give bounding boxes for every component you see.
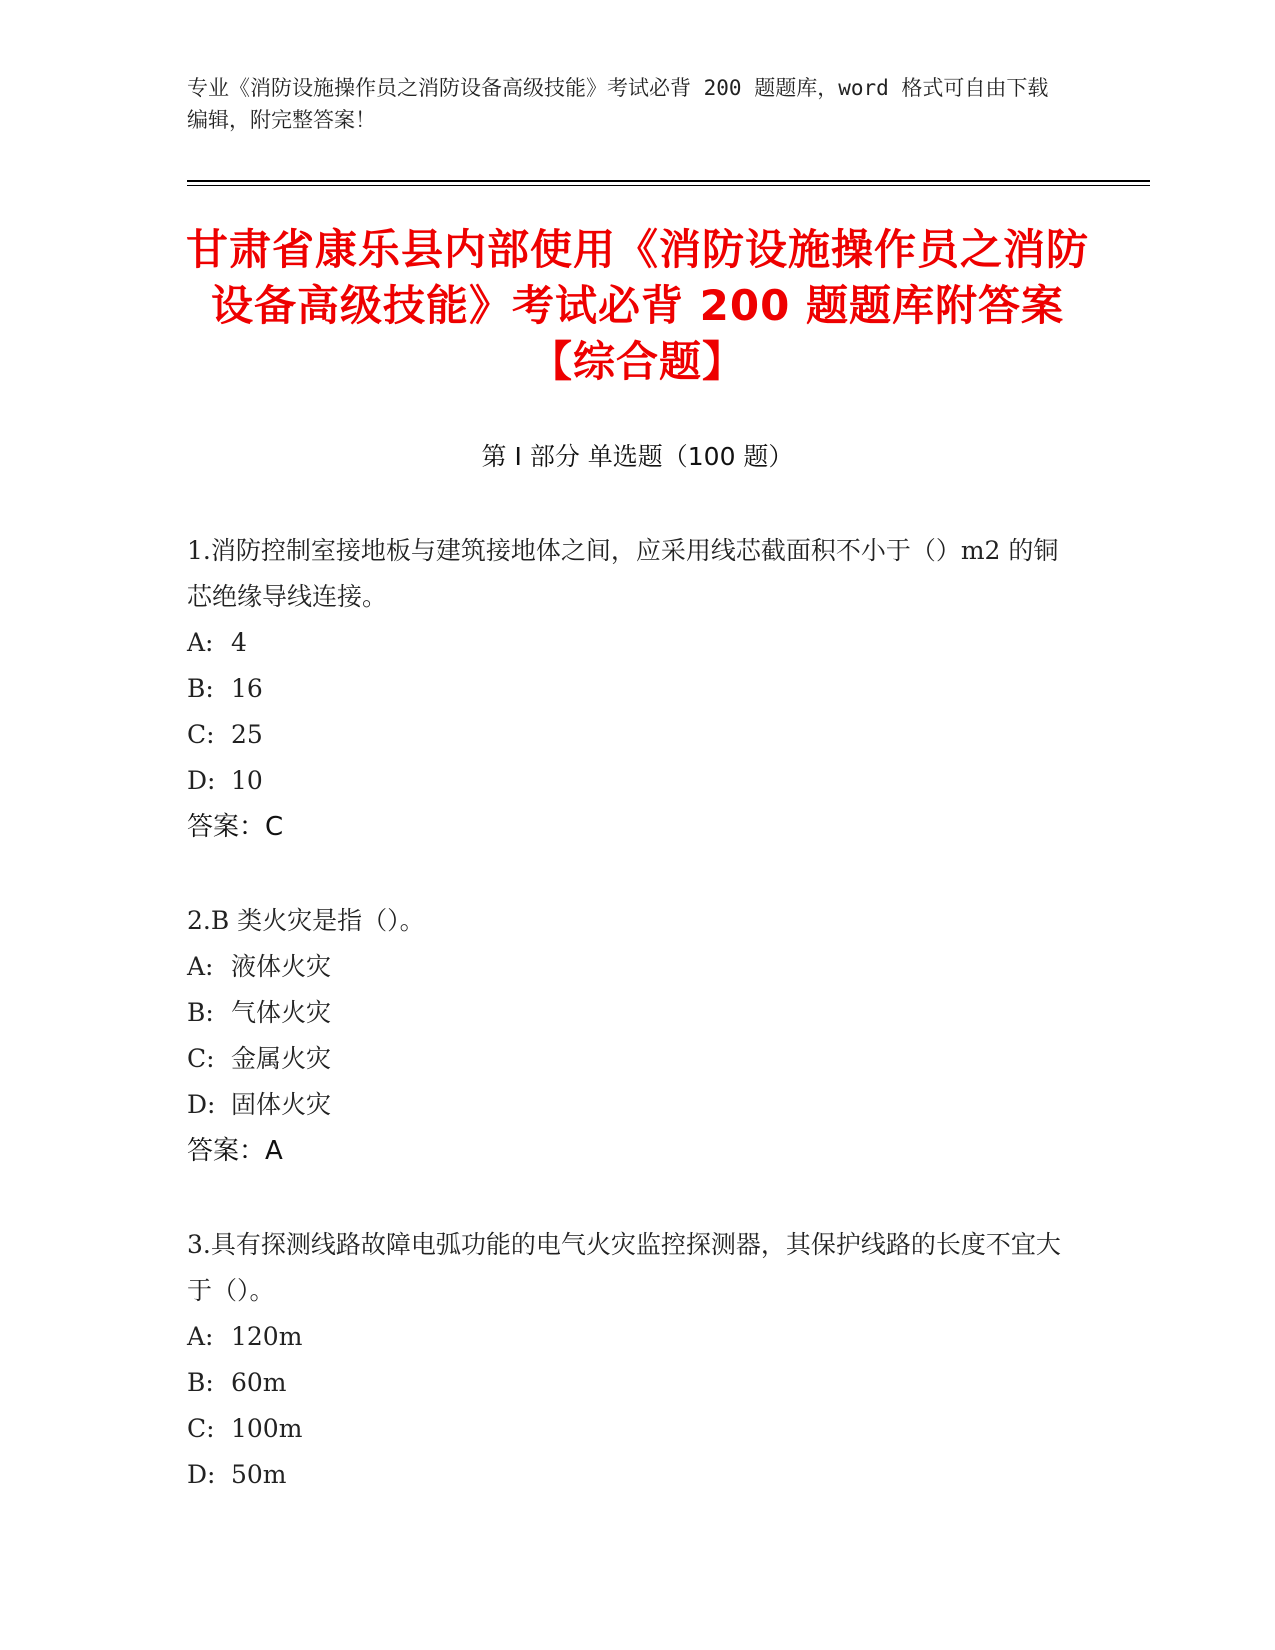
option-b <box>187 666 1067 712</box>
option-c <box>187 712 1067 758</box>
option-key: D: <box>187 766 216 795</box>
question-item <box>187 898 1067 1174</box>
option-c <box>187 1406 1067 1452</box>
question-stem: 3.具有探测线路故障电弧功能的电气火灾监控探测器，其保护线路的长度不宜大于（）。 <box>187 1230 1061 1305</box>
option-text: 10 <box>231 766 263 795</box>
option-text: 60m <box>231 1368 287 1397</box>
option-text: 120m <box>231 1322 303 1351</box>
option-key: D: <box>187 1090 216 1119</box>
question-stem: 2.B 类火灾是指（）。 <box>187 906 425 935</box>
option-text: 4 <box>231 628 247 657</box>
option-key: C: <box>187 1414 215 1443</box>
option-d <box>187 758 1067 804</box>
option-text: 金属火灾 <box>231 1044 332 1073</box>
option-a <box>187 1314 1067 1360</box>
option-key: A: <box>187 1322 214 1351</box>
question-item <box>187 1222 1067 1498</box>
option-text: 16 <box>231 674 263 703</box>
option-c <box>187 1036 1067 1082</box>
option-key: B: <box>187 1368 214 1397</box>
option-a <box>187 620 1067 666</box>
header-rule-thin <box>187 185 1150 186</box>
header-note: 专业《消防设施操作员之消防设备高级技能》考试必背 200 题题库，word 格式可自由下载编辑，附完整答案！ <box>187 76 1049 132</box>
option-text: 气体火灾 <box>231 998 332 1027</box>
option-text: 25 <box>231 720 263 749</box>
question-list <box>187 528 1067 1546</box>
header-rule-thick <box>187 180 1150 182</box>
option-d <box>187 1452 1067 1498</box>
option-b <box>187 1360 1067 1406</box>
option-key: C: <box>187 1044 215 1073</box>
option-a <box>187 944 1067 990</box>
answer-line: 答案：C <box>187 812 284 842</box>
document-title: 甘肃省康乐县内部使用《消防设施操作员之消防设备高级技能》考试必背 200 题题库附答案【综合题】 <box>185 225 1089 386</box>
option-key: B: <box>187 998 214 1027</box>
option-key: A: <box>187 952 214 981</box>
option-key: A: <box>187 628 214 657</box>
question-stem: 1.消防控制室接地板与建筑接地体之间，应采用线芯截面积不小于（）m2 的铜芯绝缘导线连接。 <box>187 536 1059 611</box>
option-key: B: <box>187 674 214 703</box>
question-item <box>187 528 1067 850</box>
answer-line: 答案：A <box>187 1136 283 1166</box>
option-key: C: <box>187 720 215 749</box>
option-text: 固体火灾 <box>231 1090 332 1119</box>
option-text: 液体火灾 <box>231 952 332 981</box>
option-text: 100m <box>231 1414 303 1443</box>
option-text: 50m <box>231 1460 287 1489</box>
option-b <box>187 990 1067 1036</box>
option-key: D: <box>187 1460 216 1489</box>
section-title: 第 I 部分 单选题（100 题） <box>481 442 794 471</box>
option-d <box>187 1082 1067 1128</box>
